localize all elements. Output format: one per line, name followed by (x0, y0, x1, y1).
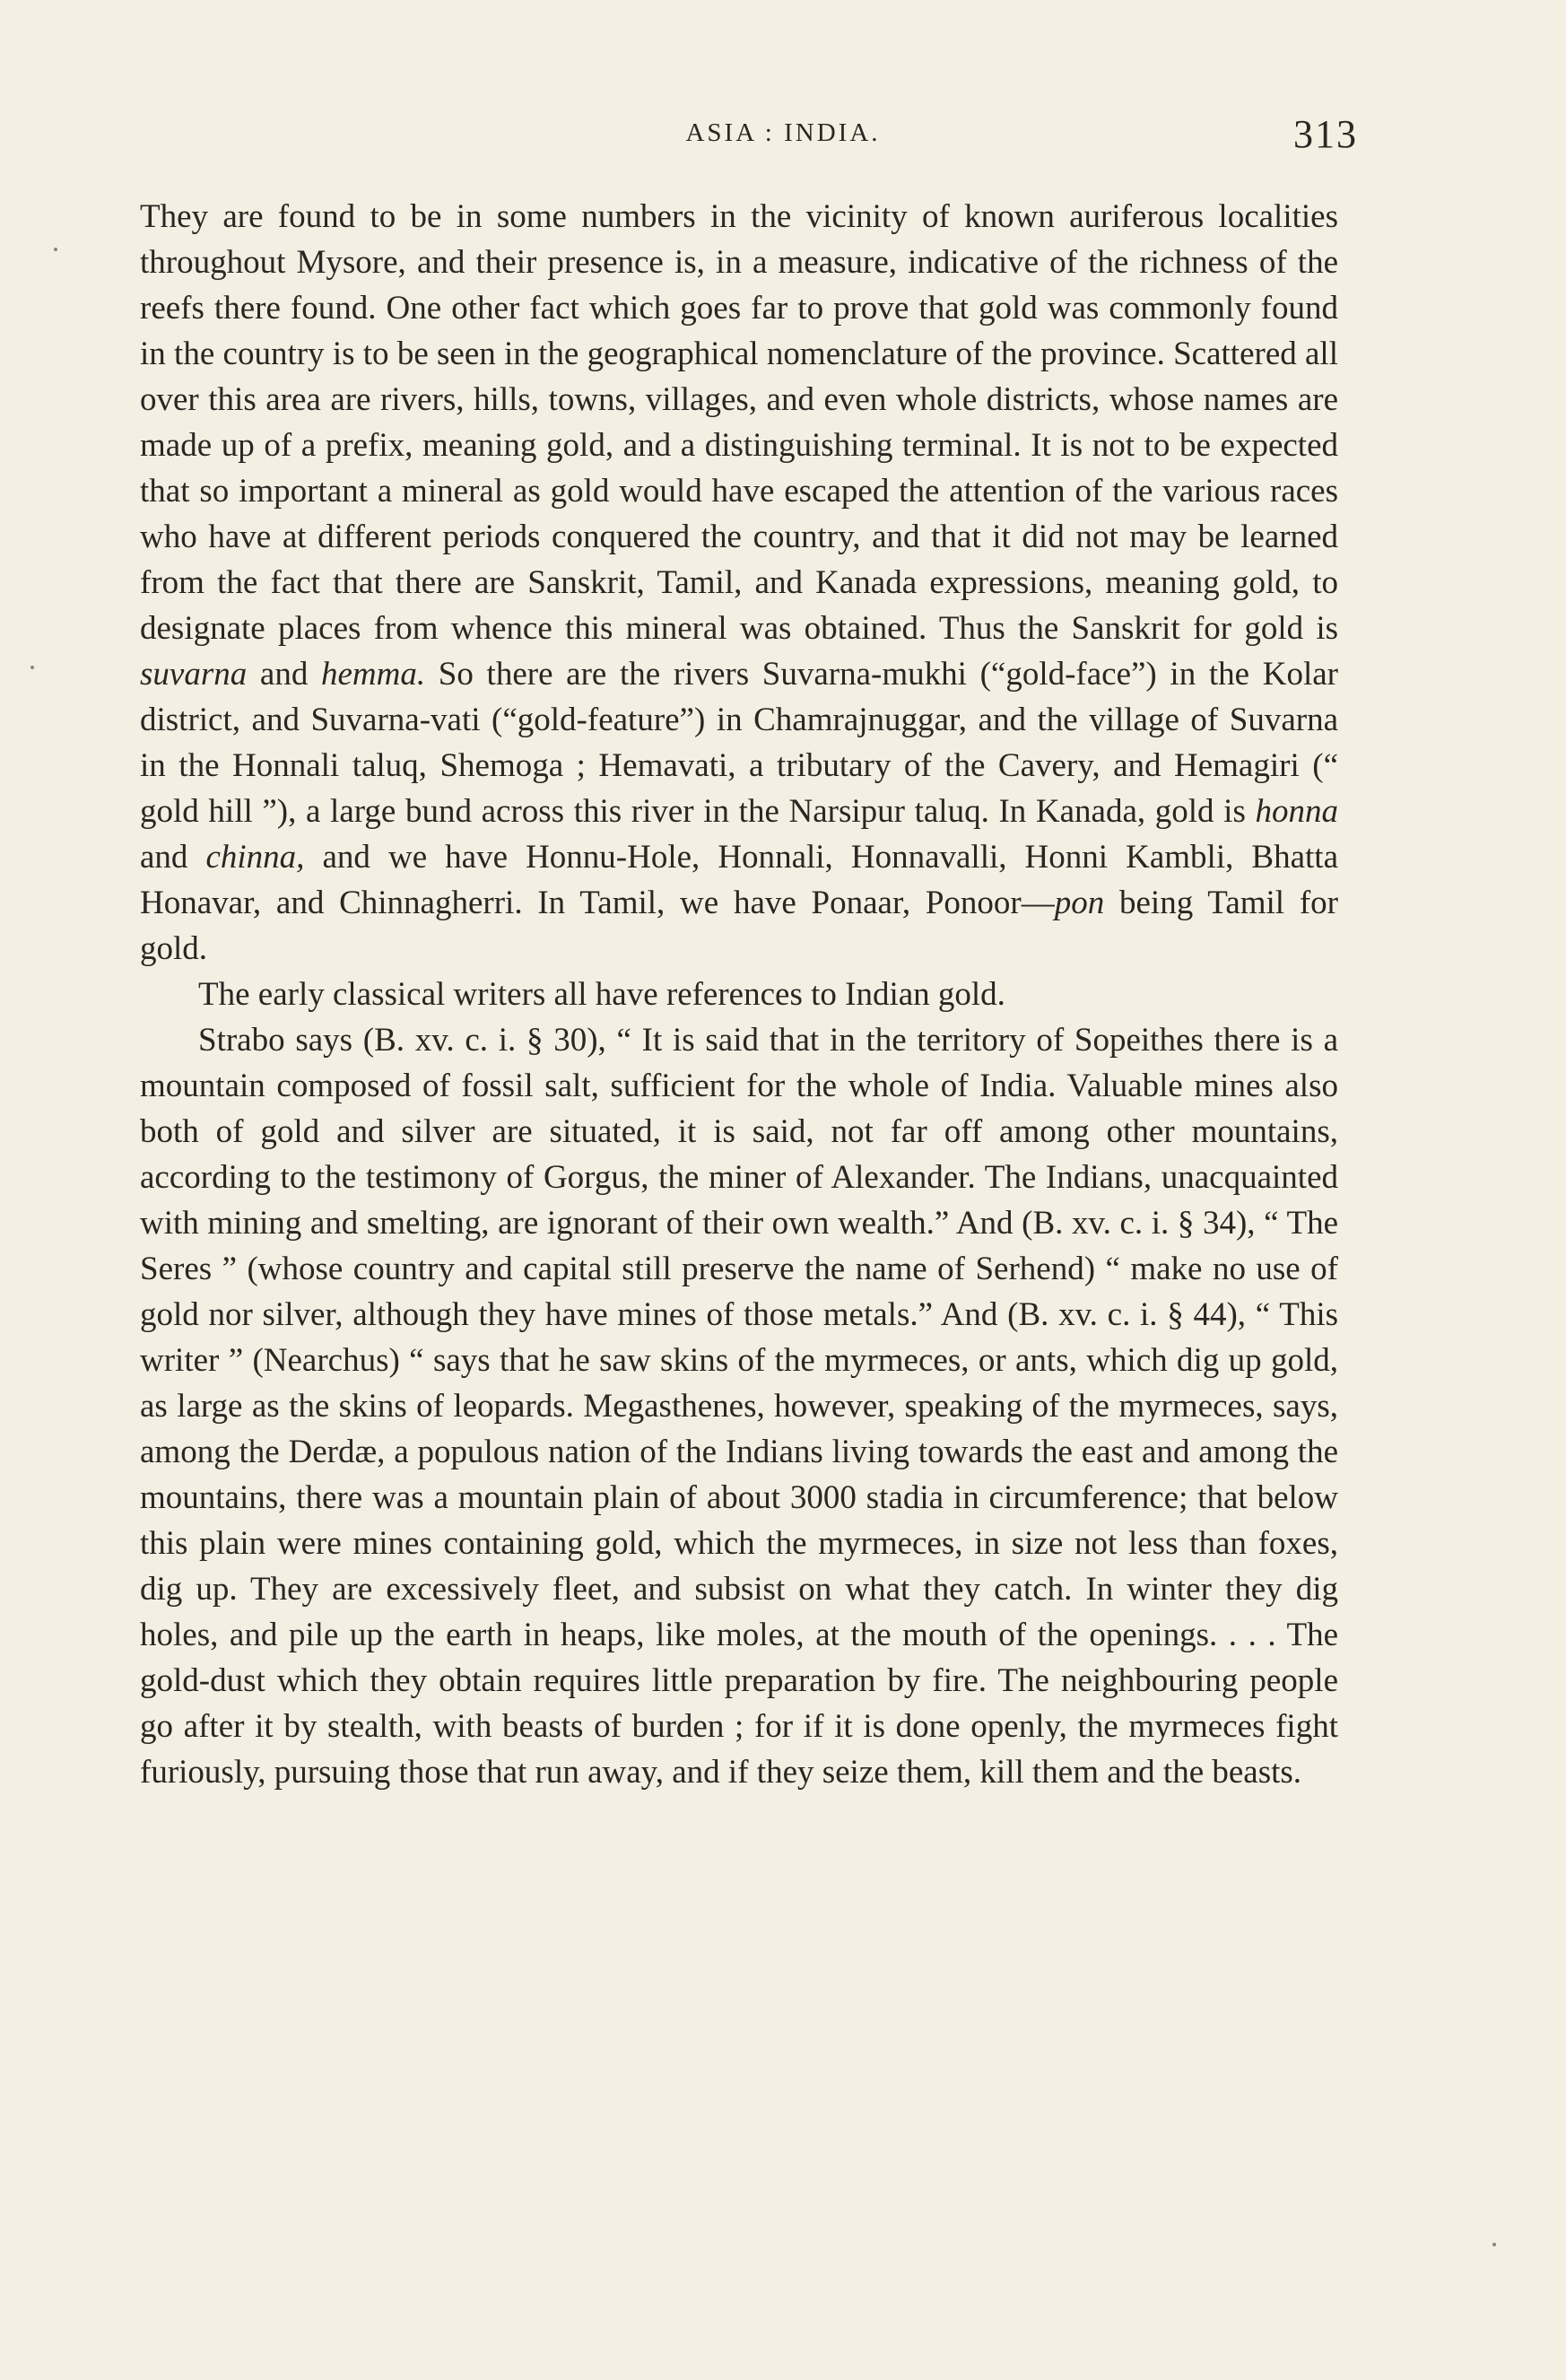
italic-term: honna (1255, 793, 1338, 830)
page-speck (54, 248, 57, 251)
page-speck (30, 666, 34, 669)
text-run: So there are the rivers Suvarna-mukhi (“gold-face”) in the Kolar district, and Suvarna-vati (“gold-feature”) in Chamrajnuggar, and the village of Suvarna in the Honnali taluq, Shemoga ; Hemavati, a tributary of the Cavery, and Hemagiri (“ gold hill ”), a large bund across this river in the Narsipur taluq. In Kanada, gold is (140, 656, 1338, 830)
italic-term: suvarna (140, 656, 248, 693)
page-number: 313 (1293, 112, 1358, 156)
text-run: The early classical writers all have references to Indian gold. (198, 976, 1005, 1013)
text-run: and (247, 656, 321, 693)
body-text (140, 194, 1338, 1795)
text-run: Strabo says (B. xv. c. i. § 30), “ It is said that in the territory of Sopeithes there is a mountain composed of fossil salt, sufficient for the whole of India. Valuable mines also both of gold and silver are situated, it is said, not far off among other mountains, according to the testimony of Gorgus, the miner of Alexander. The Indians, unacquainted with mining and smelting, are ignorant of their own wealth.” And (B. xv. c. i. § 34), “ The Seres ” (whose country and capital still preserve the name of Serhend) “ make no use of gold nor silver, although they have mines of those metals.” And (B. xv. c. i. § 44), “ This writer ” (Nearchus) “ says that he saw skins of the myrmeces, or ants, which dig up gold, as large as the skins of leopards. Megasthenes, however, speaking of the myrmeces, says, among the Derdæ, a populous nation of the Indians living towards the east and among the mountains, there was a mountain plain of about 3000 stadia in circumference; that below this plain were mines containing gold, which the myrmeces, in size not less than foxes, dig up. They are excessively fleet, and subsist on what they catch. In winter they dig holes, and pile up the earth in heaps, like moles, at the mouth of the openings. . . . The gold-dust which they obtain requires little preparation by fire. The neighbouring people go after it by stealth, with beasts of burden ; for if it is done openly, the myrmeces fight furiously, pursuing those that run away, and if they seize them, kill them and the beasts. (140, 1022, 1338, 1791)
italic-term: chinna, (205, 839, 305, 876)
text-run: and (140, 839, 206, 876)
text-run: and we have Honnu-Hole, Honnali, Honnavalli, Honni Kambli, Bhatta Honavar, and Chinnagherri. In Tamil, we have Ponaar, Ponoor— (140, 839, 1338, 921)
running-title: ASIA : INDIA. (685, 118, 881, 147)
italic-term: pon (1054, 885, 1105, 921)
paragraph-p1 (140, 194, 1338, 972)
paragraph-p3 (140, 1017, 1338, 1795)
running-head (0, 112, 1566, 169)
text-run: being Tamil for gold. (140, 885, 1338, 967)
text-run: They are found to be in some numbers in the vicinity of known auriferous localities throughout Mysore, and their presence is, in a measure, indicative of the richness of the reefs there found. One other fact which goes far to prove that gold was commonly found in the country is to be seen in the geographical nomenclature of the province. Scattered all over this area are rivers, hills, towns, villages, and even whole districts, whose names are made up of a prefix, meaning gold, and a distinguishing terminal. It is not to be expected that so important a mineral as gold would have escaped the attention of the various races who have at different periods conquered the country, and that it did not may be learned from the fact that there are Sanskrit, Tamil, and Kanada expressions, meaning gold, to designate places from whence this mineral was obtained. Thus the Sanskrit for gold is (140, 198, 1338, 647)
paragraph-p2 (140, 972, 1338, 1017)
page-speck (1492, 2243, 1496, 2246)
italic-term: hemma. (321, 656, 426, 693)
